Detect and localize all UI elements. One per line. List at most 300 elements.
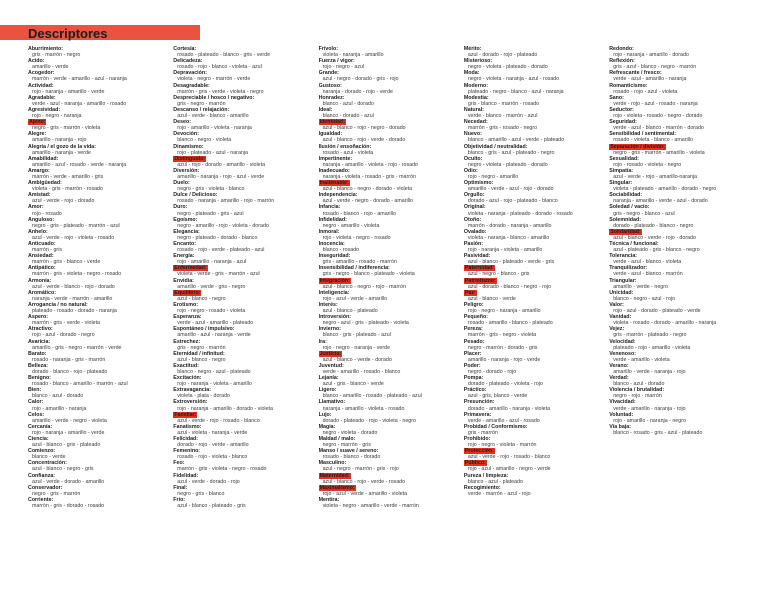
- descriptor-colors: azul - blanco - verde - rojo - dorado: [613, 234, 696, 241]
- descriptor-term: Depravación:: [173, 70, 207, 77]
- descriptor-colors: negro - violeta - dorado: [322, 429, 378, 436]
- descriptor-term: Otoño:: [463, 216, 482, 223]
- descriptor-colors: rojo - naranja - amarillo - dorado - violeta: [177, 405, 273, 412]
- descriptor-term: Moderno:: [463, 82, 489, 89]
- descriptor-colors: dorado - amarillo - naranja - violeta: [467, 405, 551, 412]
- descriptor-colors: rojo - amarillo - violeta - naranja: [177, 125, 252, 132]
- descriptor-term: Modestia:: [463, 94, 489, 101]
- descriptor-term: Bien:: [28, 387, 42, 394]
- descriptor-colors: negro - marrón - gris: [322, 442, 371, 449]
- descriptor-colors: rosado - rojo - azul - violeta: [613, 88, 678, 95]
- descriptor-colors: negro - violeta - plateado - dorado: [467, 64, 548, 71]
- descriptor-term: Celos:: [28, 411, 45, 418]
- descriptor-colors: rojo - negro - violeta - marrón: [467, 442, 537, 449]
- descriptor-term: Integración:: [319, 277, 350, 284]
- descriptor-colors: rojo - naranja - amarillo - verde: [32, 429, 105, 436]
- descriptor-colors: marrón - dorado - naranja - amarillo: [467, 222, 552, 229]
- descriptor-term: Conservador:: [28, 484, 63, 491]
- descriptor-colors: amarillo - naranja - rojo - azul - verde: [177, 173, 265, 180]
- descriptor-term: Devoción:: [173, 131, 199, 138]
- descriptor-term: Agresividad:: [28, 106, 61, 113]
- descriptor-term: Benigno:: [28, 375, 51, 382]
- descriptor-colors: violeta - plateado - amarillo - dorado - negro: [613, 186, 717, 193]
- descriptor-term: Violencia / brutalidad:: [609, 387, 665, 394]
- descriptor-term: Final:: [173, 484, 188, 491]
- descriptor-colors: blanco - azul - plateado: [467, 478, 523, 485]
- descriptor-term: Excitación:: [173, 375, 202, 382]
- descriptor-colors: gris - negro - blanco - azul: [613, 210, 675, 217]
- descriptor-term: Magia:: [318, 423, 336, 430]
- descriptor-colors: azul - violeta - naranja - verde: [177, 429, 248, 436]
- descriptor-term: Frío:: [173, 496, 186, 503]
- descriptor-colors: gris - marrón: [467, 429, 498, 436]
- descriptor-term: Desagradable:: [173, 82, 210, 89]
- descriptor-term: Descanso / relajación:: [173, 106, 230, 113]
- descriptor-colors: dorado - plateado - rojo - violeta - negro: [322, 417, 416, 424]
- descriptor-colors: blanco - azul - dorado: [32, 393, 84, 400]
- descriptor-colors: violeta - gris - marrón - rosado: [32, 186, 103, 193]
- descriptor-colors: azul - blanco - plateado - gris: [177, 503, 246, 510]
- descriptor-colors: marrón - gris - negro - violeta: [467, 332, 537, 339]
- descriptor-colors: azul - blanco - rojo - verde - dorado: [322, 137, 406, 144]
- descriptor-column: [319, 46, 460, 509]
- descriptor-colors: marrón - verde - amarillo - gris: [32, 173, 104, 180]
- descriptor-term: Exactitud:: [173, 362, 199, 369]
- descriptor-term: Alegría / el gozo de la vida:: [28, 143, 96, 150]
- descriptor-colors: azul - negro - blanco - gris: [467, 271, 530, 278]
- descriptor-term: Ligero:: [318, 387, 337, 394]
- descriptor-term: Duro:: [173, 204, 188, 211]
- descriptor-term: Seguridad:: [609, 119, 637, 126]
- descriptor-colors: rosado - naranja - amarillo - rojo - marrón: [177, 198, 275, 205]
- descriptor-term: Acogedor:: [28, 70, 55, 77]
- descriptor-colors: gris - blanco - marrón - rosado: [467, 100, 540, 107]
- descriptor-term: Seductor:: [609, 106, 634, 113]
- descriptor-term: Unicidad:: [609, 289, 634, 296]
- descriptor-term: Familiar:: [174, 411, 197, 418]
- descriptor-term: Despreciable / hosco / negativo:: [173, 94, 255, 101]
- descriptor-term: Inaliénable:: [319, 180, 349, 187]
- descriptor-term: Simpatía:: [609, 167, 634, 174]
- descriptor-term: Envidia:: [173, 277, 194, 284]
- descriptor-colors: rojo - plateado - azul - naranja: [177, 149, 248, 156]
- descriptor-colors: negro - plateado - dorado - blanco: [177, 234, 258, 241]
- descriptor-term: Mérito:: [463, 46, 482, 52]
- descriptor-colors: rojo - negro - azul: [322, 64, 365, 71]
- descriptor-colors: azul - blanco - plateado: [322, 308, 378, 315]
- descriptor-colors: rosado - amarillo - blanco - plateado: [467, 320, 553, 327]
- descriptor-colors: azul - blanco - negro: [177, 356, 226, 363]
- descriptor-colors: verde - azul - naranja - amarillo - rosado: [32, 100, 127, 107]
- descriptor-colors: blanco - dorado - azul: [322, 113, 374, 120]
- descriptor-colors: azul - blanco - negro - rojo - marrón: [322, 283, 406, 290]
- descriptor-colors: rojo - rosado - violeta - negro: [613, 161, 682, 168]
- descriptor-term: Equilibrio:: [174, 289, 201, 296]
- descriptor-colors: blanco - gris - azul - plateado - negro: [467, 149, 555, 156]
- descriptor-term: Pompa:: [463, 375, 484, 382]
- page-title: Descriptores: [28, 26, 108, 41]
- descriptor-term: Paternidad:: [464, 265, 495, 272]
- descriptor-term: Distinguido:: [174, 155, 206, 162]
- descriptor-colors: naranja - amarillo - violeta - rosado: [322, 405, 405, 412]
- descriptor-term: Inteligencia:: [318, 289, 350, 296]
- descriptor-colors: verde - blanco - marrón - azul: [467, 113, 538, 120]
- descriptor-term: Enfermedad:: [174, 265, 207, 272]
- descriptor-term: Identidad:: [319, 119, 345, 126]
- descriptor-term: Encanto:: [173, 241, 196, 247]
- descriptor-term: Calor:: [28, 399, 44, 406]
- descriptor-colors: azul - blanco - negro - gris: [32, 466, 94, 473]
- descriptor-colors: azul - verde - blanco - amarillo: [177, 113, 249, 120]
- descriptor-term: Egoísmo:: [173, 216, 198, 223]
- descriptor-colors: blanco - azul - dorado: [322, 100, 374, 107]
- descriptor-colors: amarillo - verde - negro - violeta: [32, 417, 107, 424]
- descriptor-colors: rojo - amarillo - naranja: [32, 405, 87, 412]
- descriptor-colors: azul - blanco - negro: [177, 295, 226, 302]
- descriptor-colors: rosado - blanco - amarillo - marrón - azul: [32, 381, 128, 388]
- descriptor-term: Elegancia:: [173, 228, 200, 235]
- descriptor-term: Recogimiento:: [463, 484, 501, 491]
- descriptor-colors: amarillo - naranja - rojo: [32, 137, 87, 144]
- descriptor-term: Femenino:: [173, 448, 201, 455]
- descriptor-colors: dorado - plateado - blanco - negro: [613, 222, 694, 229]
- descriptor-term: Maternidad:: [319, 472, 350, 479]
- descriptor-colors: rojo - naranja - violeta - amarillo: [177, 381, 252, 388]
- descriptor-colors: azul - dorado - blanco - negro - rojo: [467, 283, 551, 290]
- descriptor-term: Odio:: [463, 167, 478, 174]
- descriptor-colors: rojo - azul - verde - amarillo: [322, 295, 388, 302]
- descriptor-colors: marrón - verde - amarillo - azul - naranja: [32, 76, 127, 83]
- descriptor-colors: violeta - negro - marrón - verde: [177, 76, 251, 83]
- descriptor-colors: negro - marrón - dorado - gris: [467, 344, 538, 351]
- descriptor-term: Cercanía:: [28, 423, 53, 430]
- descriptor-term: Necedad:: [463, 119, 488, 126]
- descriptor-colors: rojo - amarillo - naranja - negro: [613, 417, 686, 424]
- descriptor-term: Inadecuado:: [318, 167, 350, 174]
- descriptor-colors: negro - violeta - naranja - azul - rosado: [467, 76, 560, 83]
- descriptor-colors: rojo - negro - naranja - verde: [322, 344, 391, 351]
- descriptor-term: Objetividad / neutralidad:: [463, 143, 528, 150]
- descriptor-term: Inocencia:: [318, 241, 345, 247]
- descriptor-colors: rojo - rosado: [32, 210, 62, 217]
- descriptor-term: Práctico:: [463, 387, 487, 394]
- descriptor-term: Pesado:: [463, 338, 485, 345]
- descriptor-colors: amarillo - azul - naranja - verde: [177, 332, 251, 339]
- descriptor-colors: gris - negro - marrón: [177, 344, 226, 351]
- descriptor-term: Moda:: [463, 70, 480, 77]
- descriptor-colors: rosado - blanco - dorado: [322, 454, 381, 461]
- descriptor-term: Redondo:: [609, 46, 634, 52]
- descriptor-colors: amarillo - verde - gris - negro: [177, 283, 246, 290]
- descriptor-term: Cortesía:: [173, 46, 197, 52]
- descriptor-term: Peligro:: [463, 301, 484, 308]
- descriptor-colors: verde - amarillo - naranja - rojo: [613, 405, 686, 412]
- descriptor-colors: naranja - dorado - rojo - verde: [322, 88, 393, 95]
- descriptor-term: Maximalismo:: [319, 484, 355, 491]
- descriptor-colors: blanco - negro - azul - rojo: [613, 295, 676, 302]
- descriptor-term: Inmoral:: [318, 228, 340, 235]
- descriptor-term: Anguloso:: [28, 216, 55, 223]
- descriptor-term: Orgullo:: [463, 192, 485, 199]
- descriptor-colors: marrón - gris - dorado - rosado: [32, 503, 105, 510]
- descriptor-colors: azul - blanco - verde: [467, 295, 516, 302]
- descriptor-colors: rosado - plateado - blanco - gris - verde: [177, 52, 271, 59]
- descriptor-colors: blanco - negro - violeta: [177, 137, 232, 144]
- descriptor-colors: amarillo - naranja - verde: [32, 149, 91, 156]
- descriptor-colors: verde - amarillo - rosado - blanco: [322, 368, 401, 375]
- descriptor-term: Triangular:: [609, 277, 637, 284]
- descriptor-term: Diversión:: [173, 167, 200, 174]
- descriptor-term: Ambigüedad:: [28, 180, 62, 187]
- descriptor-colors: negro - plateado - gris - azul: [177, 210, 244, 217]
- descriptor-term: Probidad / Conformismo:: [463, 423, 528, 430]
- descriptor-term: Ilusión / ensoñación:: [318, 143, 372, 150]
- descriptor-term: Optimismo:: [463, 180, 494, 187]
- descriptor-term: Barato:: [28, 350, 47, 357]
- descriptor-term: Igualdad:: [318, 131, 343, 138]
- descriptor-colors: azul - verde - dorado - amarillo: [32, 478, 105, 485]
- descriptor-term: Dulce / Delicioso:: [173, 192, 218, 199]
- descriptor-term: Manso / suave / sereno:: [318, 448, 379, 455]
- descriptor-colors: plateado - rojo - amarillo - violeta: [613, 344, 691, 351]
- descriptor-colors: azul - blanco - gris - plateado: [32, 442, 101, 449]
- descriptor-term: Insensibilidad / indiferencia:: [318, 265, 390, 272]
- descriptor-term: Solemnidad:: [609, 216, 641, 223]
- descriptor-colors: violeta - plata - dorado: [177, 393, 231, 400]
- descriptor-term: Grande:: [318, 70, 339, 77]
- descriptor-colors: violeta - naranja - blanco - amarillo: [467, 234, 550, 241]
- descriptor-colors: verde - amarillo - violeta: [613, 356, 670, 363]
- descriptor-colors: azul - verde - blanco - rojo - dorado: [32, 283, 115, 290]
- descriptor-colors: azul - blanco - plateado - verde - gris: [467, 259, 555, 266]
- descriptor-colors: naranja - violeta - rosado - gris - marrón: [322, 173, 416, 180]
- descriptor-term: Singular:: [609, 180, 633, 187]
- descriptor-colors: azul - blanco - rojo - negro - dorado: [322, 125, 406, 132]
- descriptor-term: Público:: [464, 460, 486, 467]
- descriptor-term: Armonía:: [28, 277, 52, 284]
- descriptor-term: Fidelidad:: [173, 472, 199, 479]
- descriptor-colors: azul - rojo - dorado - amarillo - violeta: [177, 161, 266, 168]
- descriptor-term: Amargo:: [28, 167, 50, 174]
- descriptor-colors: dorado - azul - rojo - plateado - blanco: [467, 198, 558, 205]
- descriptor-colors: negro - gris - marrón - violeta: [32, 125, 101, 132]
- descriptor-colors: marrón - gris - blanco - verde: [32, 259, 101, 266]
- descriptor-term: Ajeno:: [29, 119, 46, 126]
- descriptor-colors: rojo - violeta - rosado - negro - dorado: [613, 113, 703, 120]
- descriptor-term: Refrescante / fresco:: [609, 70, 662, 77]
- descriptor-colors: rojo - negro - amarillo: [467, 173, 519, 180]
- descriptor-column: [173, 46, 314, 509]
- descriptor-colors: blanco - amarillo - azul - verde - plateado: [467, 137, 565, 144]
- descriptor-term: Vanidad:: [609, 314, 632, 321]
- descriptor-colors: plateado - rosado - dorado - naranja: [32, 308, 117, 315]
- descriptor-column: [609, 46, 750, 509]
- descriptor-term: Pereza:: [463, 326, 483, 333]
- descriptor-colors: plateado - negro - blanco - azul - naranja: [467, 88, 564, 95]
- descriptor-term: Fanatismo:: [173, 423, 202, 430]
- descriptor-term: Avaricia:: [28, 338, 51, 345]
- descriptor-term: Valor:: [609, 301, 624, 308]
- descriptor-term: Ciencia:: [28, 436, 49, 442]
- descriptor-colors: azul - verde - dorado - rojo: [177, 478, 240, 485]
- descriptor-term: Pequeño:: [463, 314, 489, 321]
- descriptor-term: Introversión:: [318, 314, 351, 321]
- descriptor-term: Llamativo:: [318, 399, 346, 406]
- descriptor-colors: azul - negro - dorado - gris - rojo: [322, 76, 399, 83]
- descriptor-term: Venenoso:: [609, 350, 636, 357]
- descriptor-term: Sociabilidad:: [609, 192, 643, 199]
- descriptor-term: Energía:: [173, 253, 195, 260]
- descriptor-colors: negro - rojo - marrón: [613, 393, 662, 400]
- descriptor-term: Ácido:: [28, 58, 45, 65]
- descriptor-colors: rosado - rojo - blanco - violeta - azul: [177, 64, 262, 71]
- descriptor-term: Extravagancia:: [173, 387, 211, 394]
- descriptor-colors: rojo - azul - verde - amarillo - violeta: [322, 490, 408, 497]
- descriptor-colors: gris - amarillo - rosado - marrón: [322, 259, 397, 266]
- descriptor-colors: marrón - gris - violeta - negro - rosado: [177, 466, 267, 473]
- descriptor-colors: blanco - gris - plateado - azul: [322, 332, 391, 339]
- descriptor-colors: rojo - negro - naranja: [32, 113, 82, 120]
- descriptor-term: Agradable:: [28, 94, 56, 101]
- descriptor-term: Dinamismo:: [173, 143, 204, 150]
- descriptor-term: Alegre:: [28, 131, 47, 138]
- descriptor-colors: azul - negro - marrón - gris - rojo: [322, 466, 399, 473]
- descriptor-term: Tranquilizador:: [609, 265, 648, 272]
- descriptor-term: Impertinente:: [318, 155, 353, 162]
- descriptor-term: Lejanía:: [318, 375, 339, 382]
- descriptor-term: Presunción:: [463, 399, 495, 406]
- title-bar: [0, 25, 200, 40]
- descriptor-colors: verde - azul - blanco - marrón: [613, 271, 683, 278]
- descriptor-term: Vía baja:: [609, 423, 631, 430]
- descriptor-colors: amarillo - gris - negro - marrón - verde: [32, 344, 122, 351]
- descriptor-colors: gris - azul - blanco - negro - marrón: [613, 64, 697, 71]
- descriptor-term: Vejez:: [609, 326, 625, 333]
- descriptor-term: Juventud:: [318, 362, 344, 369]
- descriptor-term: Primavera:: [463, 411, 492, 418]
- descriptor-term: Infancia:: [318, 204, 341, 211]
- descriptor-term: Pasión:: [463, 241, 484, 247]
- descriptor-colors: negro - gris - marrón: [32, 490, 81, 497]
- descriptor-term: Prohibido:: [463, 436, 491, 442]
- descriptor-term: Pureza / limpieza:: [463, 472, 509, 479]
- descriptor-colors: blanco - rosado: [322, 247, 360, 254]
- descriptor-colors: marrón - gris - rosado - negro: [467, 125, 538, 132]
- descriptor-colors: verde - marrón - azul - rojo: [467, 490, 531, 497]
- descriptor-colors: marrón - gris - violeta - negro - rosado: [32, 271, 122, 278]
- descriptor-term: Solidaridad:: [610, 228, 641, 235]
- descriptor-colors: rojo - violeta - negro - rosado: [322, 234, 391, 241]
- descriptor-colors: naranja - amarillo - violeta - rojo - rosado: [322, 161, 418, 168]
- descriptor-term: Original:: [463, 204, 486, 211]
- descriptor-colors: negro - gris - violeta - blanco: [177, 186, 245, 193]
- descriptor-term: Deseo:: [173, 119, 191, 126]
- descriptor-colors: amarillo - verde: [32, 64, 69, 71]
- descriptor-term: Nuevo:: [463, 131, 482, 138]
- descriptor-colors: azul - verde - rojo - violeta - rosado: [32, 234, 115, 241]
- descriptor-colors: azul - verde - rojo - dorado: [32, 198, 95, 205]
- descriptor-colors: dorado - blanco - rojo - plateado: [32, 368, 108, 375]
- descriptor-term: Lujo:: [318, 411, 332, 418]
- descriptor-colors: amarillo - verde - naranja - rojo: [613, 368, 686, 375]
- descriptor-term: Ovalado:: [463, 228, 487, 235]
- descriptor-colors: amarillo - verde - negro: [613, 283, 668, 290]
- descriptor-colors: negro - gris - blanco: [177, 490, 225, 497]
- descriptor-term: Estrechez:: [173, 338, 201, 345]
- descriptor-colors: violeta - verde - gris - marrón - azul: [177, 271, 260, 278]
- descriptor-term: Extroversión:: [173, 399, 208, 406]
- descriptor-term: Anhelo:: [28, 228, 48, 235]
- descriptor-colors: rosado - blanco - rojo - amarillo: [322, 210, 396, 217]
- descriptor-colors: blanco - amarillo - rosado - plateado - azul: [322, 393, 422, 400]
- descriptor-colors: marrón - gris - verde - violeta: [32, 320, 100, 327]
- descriptor-colors: dorado - plateado - violeta - rojo: [467, 381, 543, 388]
- descriptor-term: Espontáneo / impulsivo:: [173, 326, 235, 333]
- descriptor-colors: gris - negro - blanco - plateado - violeta: [322, 271, 415, 278]
- descriptor-colors: rojo - azul - dorado - plateado - verde: [613, 308, 701, 315]
- descriptor-colors: rojo - amarillo - naranja - azul: [177, 259, 247, 266]
- descriptor-term: Protección:: [464, 448, 495, 455]
- descriptor-term: Natural:: [463, 106, 484, 113]
- descriptor-colors: verde - amarillo - azul - rosado: [467, 417, 540, 424]
- descriptor-term: Masculino:: [318, 460, 347, 467]
- descriptor-term: Maldad / malo:: [318, 436, 356, 442]
- descriptor-term: Tolerancia:: [609, 253, 638, 260]
- descriptor-colors: violeta - rosado - dorado - amarillo - naranja: [613, 320, 717, 327]
- descriptor-colors: negro - azul - gris - plateado - violeta: [322, 320, 409, 327]
- descriptor-term: Inseguridad:: [318, 253, 351, 260]
- descriptor-term: Ira:: [318, 338, 327, 345]
- descriptor-term: Verano:: [609, 362, 629, 369]
- descriptor-colors: marrón - gris - verde - violeta - negro: [177, 88, 264, 95]
- descriptor-colors: negro - gris - plateado - marrón - azul: [32, 222, 120, 229]
- descriptor-term: Verdad:: [609, 375, 629, 382]
- descriptor-term: Técnica / funcional:: [609, 241, 659, 247]
- descriptor-colors: rojo - naranja - amarillo - dorado: [613, 52, 689, 59]
- descriptor-term: Duelo:: [173, 180, 190, 187]
- descriptor-term: Oculto:: [463, 155, 483, 162]
- descriptor-term: Felicidad:: [173, 436, 199, 442]
- descriptor-colors: naranja - amarillo - verde - azul - dorado: [613, 198, 708, 205]
- descriptor-colors: rosado - azul - violeta: [322, 149, 374, 156]
- descriptor-term: Sano:: [609, 94, 624, 101]
- descriptor-term: Anticuado:: [28, 241, 56, 247]
- descriptor-term: Amor:: [28, 204, 44, 211]
- descriptor-term: Aburrimiento:: [28, 46, 64, 52]
- descriptor-term: Delicadeza:: [173, 58, 203, 65]
- descriptor-colors: gris - marrón - negro: [32, 52, 81, 59]
- descriptor-term: Áspero:: [28, 314, 49, 321]
- descriptor-term: Misterioso:: [463, 58, 493, 65]
- descriptor-term: Justicia:: [319, 350, 342, 357]
- descriptor-colors: azul - blanco - rojo - verde - rosado: [322, 478, 406, 485]
- descriptor-colors: rosado - rojo - verde - plateado - azul: [177, 247, 265, 254]
- descriptor-term: Ansiedad:: [28, 253, 54, 260]
- descriptor-colors: blanco - negro - azul - plateado: [177, 368, 251, 375]
- descriptor-colors: gris - marrón - plateado - negro: [613, 332, 687, 339]
- descriptor-colors: azul - verde - rojo - rosado - blanco: [177, 417, 260, 424]
- descriptor-colors: azul - blanco - verde - dorado: [322, 356, 392, 363]
- descriptor-term: Corriente:: [28, 496, 54, 503]
- descriptor-colors: dorado - rojo - verde - amarillo: [177, 442, 249, 449]
- descriptor-term: Sexualidad:: [609, 155, 639, 162]
- descriptor-term: Reflexión:: [609, 58, 635, 65]
- descriptor-colors: verde - azul - amarillo - naranja: [613, 76, 687, 83]
- descriptor-column: [464, 46, 605, 509]
- descriptor-term: Concentración:: [28, 460, 67, 467]
- descriptor-colors: rosado - naranja - gris - marrón: [32, 356, 106, 363]
- descriptor-term: Erotismo:: [173, 301, 199, 308]
